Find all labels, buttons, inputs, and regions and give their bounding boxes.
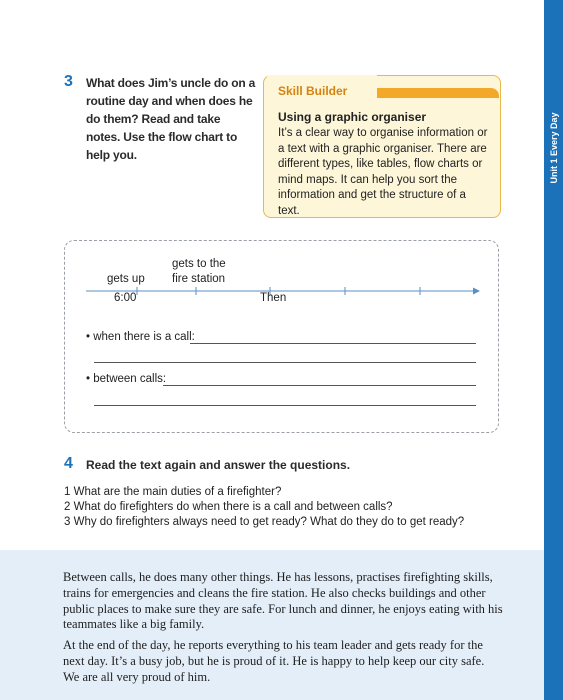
skill-builder-heading: Using a graphic organiser xyxy=(278,110,427,124)
answer-line-3[interactable] xyxy=(163,385,476,386)
flow-label-gets-up: gets up xyxy=(107,273,145,285)
unit-side-tab-label: Unit 1 Every Day xyxy=(549,112,559,184)
question-4-item-1: 1 What are the main duties of a firefighter? xyxy=(64,486,282,498)
question-4-title: Read the text again and answer the questions. xyxy=(86,458,351,472)
flow-time-then: Then xyxy=(260,292,287,304)
timeline-arrowhead xyxy=(473,288,480,295)
answer-line-1[interactable] xyxy=(190,343,476,344)
question-3-text: What does Jim’s uncle do on a routine day and when does he do them? Read and take notes. Use the flow chart to help you. xyxy=(86,76,256,162)
skill-builder-title: Skill Builder xyxy=(278,84,348,98)
answer-line-2[interactable] xyxy=(94,362,476,363)
reading-paragraph-1: Between calls, he does many other things. He has lessons, practises firefighting skills, trains for emergencies and cleans the fire station. He also checks buildings and other public places to make sure they are safe. For lunch and dinner, he enjoys eating with his teammates like a big family. xyxy=(63,570,503,632)
bullet-between-calls: • between calls: xyxy=(86,373,167,385)
skill-builder-body: It’s a clear way to organise information or a text with a graphic organiser. There are different types, like tables, flow charts or mind maps. It can help you sort the information and get the structure of a text. xyxy=(278,127,488,217)
flow-label-fire-station: gets to the fire station xyxy=(172,258,226,285)
question-4-item-2: 2 What do firefighters do when there is a call and between calls? xyxy=(64,501,393,513)
reading-paragraph-2: At the end of the day, he reports everything to his team leader and gets ready for the next day. It’s a busy job, but he is proud of it. He is happy to help keep our city safe. We are all very proud of him. xyxy=(63,638,485,684)
flow-time-start: 6:00 xyxy=(114,292,137,304)
question-4-number: 4 xyxy=(64,455,73,472)
bullet-when-call: • when there is a call: xyxy=(86,331,195,343)
question-4-item-3: 3 Why do firefighters always need to get ready? What do they do to get ready? xyxy=(64,516,465,528)
question-3-number: 3 xyxy=(64,73,73,90)
answer-line-4[interactable] xyxy=(94,405,476,406)
